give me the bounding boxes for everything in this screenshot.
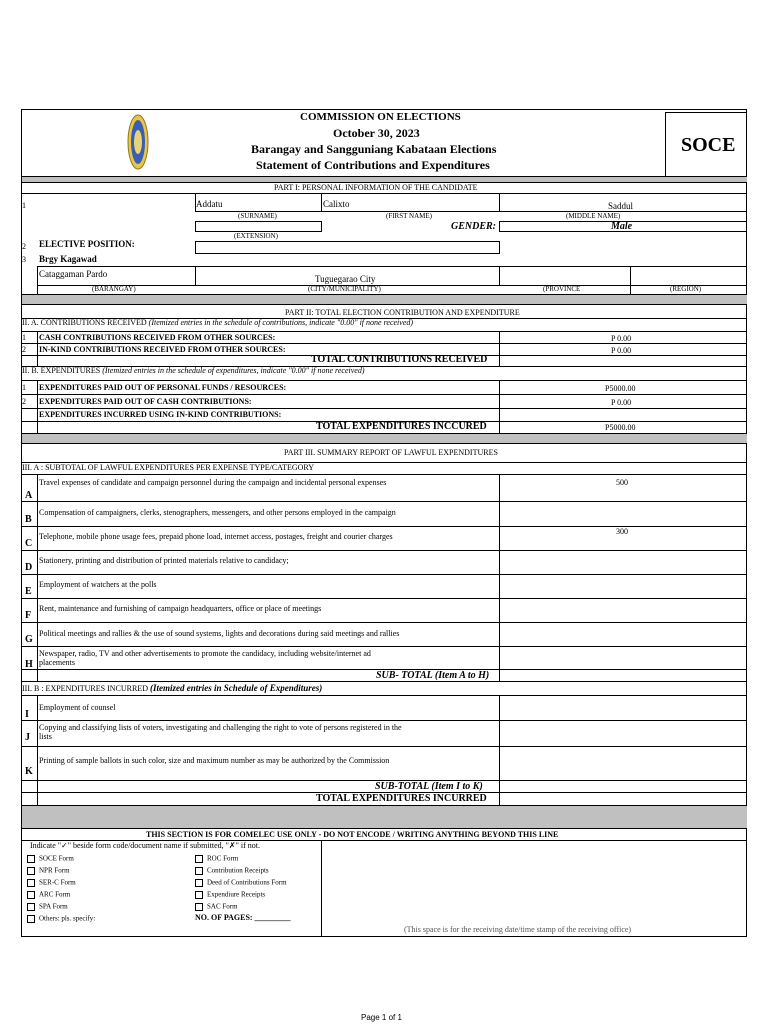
personal-funds-label: EXPENDITURES PAID OUT OF PERSONAL FUNDS / RESOURCES: <box>39 383 287 392</box>
header-date: October 30, 2023 <box>333 126 420 140</box>
contributions-heading <box>22 319 413 327</box>
item-description: Newspaper, radio, TV and other advertisements to promote the candidacy, including website/internet ad <box>39 649 371 658</box>
checklist-item: SER-C Form <box>27 879 76 887</box>
surname-label: (SURNAME) <box>238 212 277 220</box>
checklist-item: SOCE Form <box>27 855 74 863</box>
checklist-item: Deed of Contributions Form <box>195 879 287 887</box>
comelec-seal-icon <box>127 113 149 171</box>
item-letter: J <box>25 732 30 743</box>
elective-position-field[interactable] <box>195 241 500 254</box>
first-name-label: (FIRST NAME) <box>386 212 432 220</box>
gender-value: Male <box>611 221 633 232</box>
part3-b-note: (Itemized entries in Schedule of Expenditures) <box>150 683 323 693</box>
header-statement: Statement of Contributions and Expenditures <box>256 158 490 172</box>
row-number: 1 <box>22 201 26 210</box>
middle-name-label: (MIDDLE NAME) <box>566 212 621 220</box>
checklist-item: SAC Form <box>195 903 238 911</box>
item-letter: F <box>25 610 32 621</box>
contributions-note: (Itemized entries in the schedule of contributions, indicate "0.00" if none received) <box>148 318 414 327</box>
checkbox[interactable] <box>195 867 203 875</box>
expenditures-label: II. B. EXPENDITURES <box>22 366 101 375</box>
subtotal-a-label: SUB- TOTAL (Item A to H) <box>376 670 490 681</box>
inkind-contributions-label: IN-KIND CONTRIBUTIONS RECEIVED FROM OTHER SOURCES: <box>39 345 286 354</box>
item-description: Printing of sample ballots in such color, size and maximum number as may be authorized by the Commission <box>39 756 390 765</box>
inkind-contributions-value: P 0.00 <box>611 346 632 355</box>
position-value: Brgy Kagawad <box>39 254 97 264</box>
checklist-item: Contribution Receipts <box>195 867 269 875</box>
checkbox[interactable] <box>195 891 203 899</box>
row-number: 1 <box>22 333 26 342</box>
item-description: Telephone, mobile phone usage fees, prepaid phone load, internet access, postages, freight and courier charges <box>39 532 393 541</box>
checklist-item: ROC Form <box>195 855 238 863</box>
checklist-item: ARC Form <box>27 891 70 899</box>
city-label: (CITY/MUNICIPALITY) <box>308 285 381 293</box>
row-number: 3 <box>22 255 26 264</box>
form-code: SOCE <box>681 134 736 156</box>
row-number: 2 <box>22 242 26 251</box>
item-description: Compensation of campaigners, clerks, stenographers, messengers, and other persons employed in the campaign <box>39 508 396 517</box>
checkbox[interactable] <box>27 867 35 875</box>
item-letter: A <box>25 490 33 501</box>
checkbox[interactable] <box>195 903 203 911</box>
row-number: 2 <box>22 345 26 354</box>
item-description: Rent, maintenance and furnishing of campaign headquarters, office or place of meetings <box>39 604 322 613</box>
part3-b-label: III. B : EXPENDITURES INCURRED <box>22 684 148 693</box>
cash-contrib-exp-value: P 0.00 <box>611 398 632 407</box>
checkbox[interactable] <box>27 879 35 887</box>
item-description: Travel expenses of candidate and campaign personnel during the campaign and incidental personal expenses <box>39 478 387 487</box>
stamp-note: (This space is for the receiving date/time stamp of the receiving office) <box>404 925 632 934</box>
contributions-label: II. A. CONTRIBUTIONS RECEIVED <box>22 318 147 327</box>
checklist-item: SPA Form <box>27 903 68 911</box>
item-description-cont: placements <box>39 658 75 667</box>
comelec-instruction: Indicate "✓" beside form code/document name if submitted, "✗" if not. <box>30 841 260 850</box>
surname-value: Addatu <box>196 199 223 209</box>
cash-contributions-label: CASH CONTRIBUTIONS RECEIVED FROM OTHER SOURCES: <box>39 333 276 342</box>
checklist-item: Expendiure Receipts <box>195 891 265 899</box>
item-letter: K <box>25 766 33 777</box>
checkbox[interactable] <box>27 903 35 911</box>
middle-name-value: Saddul <box>608 201 634 211</box>
part3-a-label: III. A : SUBTOTAL OF LAWFUL EXPENDITURES PER EXPENSE TYPE/CATEGORY <box>22 463 315 472</box>
checklist-item: Others: pls. specify: <box>27 915 95 923</box>
expenditures-heading <box>22 367 364 375</box>
checkbox[interactable] <box>195 855 203 863</box>
barangay-label: (BARANGAY) <box>92 285 136 293</box>
personal-funds-value: P5000.00 <box>605 384 636 393</box>
item-description: Employment of watchers at the polls <box>39 580 157 589</box>
checkbox[interactable] <box>27 855 35 863</box>
item-value: 500 <box>616 478 628 487</box>
first-name-value: Calixto <box>323 199 350 209</box>
part2-title: PART II: TOTAL ELECTION CONTRIBUTION AND EXPENDITURE <box>285 308 520 317</box>
barangay-value: Cataggaman Pardo <box>39 269 108 279</box>
cash-contrib-exp-label: EXPENDITURES PAID OUT OF CASH CONTRIBUTIONS: <box>39 397 252 406</box>
item-letter: E <box>25 586 32 597</box>
page-number: Page 1 of 1 <box>361 1013 402 1022</box>
item-description-cont: lists <box>39 732 52 741</box>
gender-label: GENDER: <box>451 221 497 232</box>
checkbox[interactable] <box>27 891 35 899</box>
item-value: 300 <box>616 527 628 536</box>
comelec-title: THIS SECTION IS FOR COMELEC USE ONLY - DO NOT ENCODE / WRITING ANYTHING BEYOND THIS LINE <box>146 830 559 839</box>
total-contributions-label: TOTAL CONTRIBUTIONS RECEIVED <box>311 354 488 365</box>
checkbox[interactable] <box>27 915 35 923</box>
header-org: COMMISSION ON ELECTIONS <box>300 111 461 123</box>
expenditures-note: (Itemized entries in the schedule of expenditures, indicate "0.00" if none received) <box>102 366 365 375</box>
item-description: Employment of counsel <box>39 703 116 712</box>
item-description: Stationery, printing and distribution of printed materials relative to candidacy; <box>39 556 289 565</box>
item-letter: I <box>25 709 29 720</box>
pages-label: NO. OF PAGES: _________ <box>195 913 291 922</box>
total-expenditures-incurred-label: TOTAL EXPENDITURES INCURRED <box>316 793 487 804</box>
checkbox[interactable] <box>195 879 203 887</box>
elective-position-label: ELECTIVE POSITION: <box>39 239 135 249</box>
city-value: Tuguegarao City <box>315 274 376 284</box>
item-letter: D <box>25 562 33 573</box>
part3-title: PART III. SUMMARY REPORT OF LAWFUL EXPENDITURES <box>284 448 498 457</box>
row-number: 2 <box>22 397 26 406</box>
header-election: Barangay and Sangguniang Kabataan Elections <box>251 142 497 156</box>
region-label: (REGION) <box>670 285 702 293</box>
item-description: Copying and classifying lists of voters, investigating and challenging the right to vote of persons registered in the <box>39 723 402 732</box>
province-label: (PROVINCE <box>543 285 581 293</box>
item-letter: G <box>25 634 33 645</box>
item-letter: C <box>25 538 33 549</box>
item-letter: H <box>25 659 33 670</box>
part3-b-heading <box>22 684 322 693</box>
checklist-item: NPR Form <box>27 867 70 875</box>
item-description: Political meetings and rallies & the use of sound systems, lights and decorations during said meetings and rallies <box>39 629 400 638</box>
item-letter: B <box>25 514 32 525</box>
subtotal-b-label: SUB-TOTAL (Item I to K) <box>375 781 483 792</box>
extension-field[interactable] <box>195 221 322 232</box>
cash-contributions-value: P 0.00 <box>611 334 632 343</box>
part1-title: PART I: PERSONAL INFORMATION OF THE CANDIDATE <box>274 183 478 192</box>
total-expenditures-value: P5000.00 <box>605 423 636 432</box>
row-number: 1 <box>22 383 26 392</box>
inkind-exp-label: EXPENDITURES INCURRED USING IN-KIND CONTRIBUTIONS: <box>39 410 282 419</box>
extension-label: (EXTENSION) <box>234 232 278 240</box>
total-expenditures-label: TOTAL EXPENDITURES INCCURED <box>316 421 487 432</box>
